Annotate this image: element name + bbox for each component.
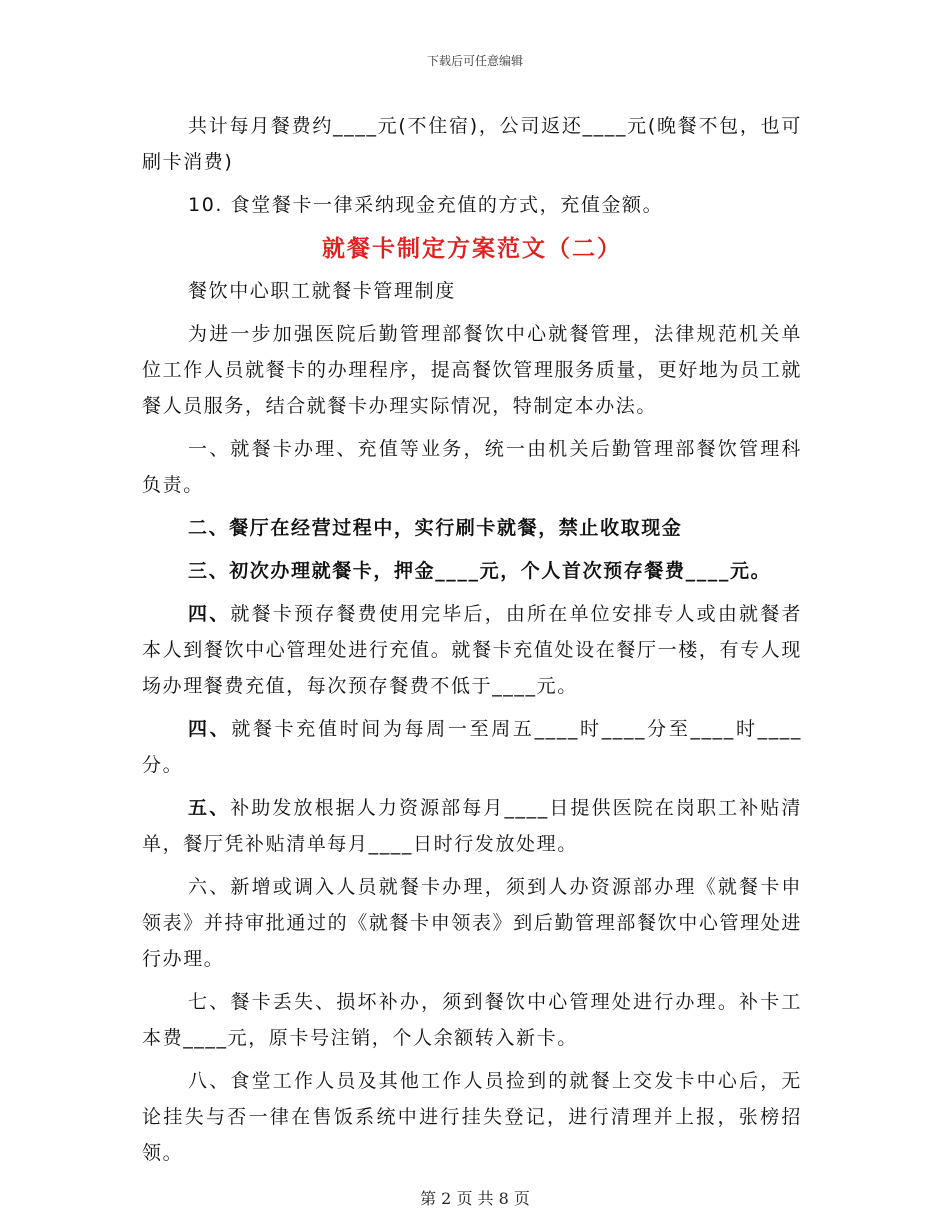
- paragraph-meal-cost: 共计每月餐费约____元(不住宿)，公司返还____元(晚餐不包，也可刷卡消费): [142, 115, 802, 173]
- paragraph-subtitle: 餐饮中心职工就餐卡管理制度: [188, 280, 456, 302]
- clause-text: 就餐卡预存餐费使用完毕后，由所在单位安排专人或由就餐者本人到餐饮中心管理处进行充值。就餐卡充值处设在餐厅一楼，有专人现场办理餐费充值，每次预存餐费不低于____元。: [142, 603, 803, 697]
- clause-text: 补助发放根据人力资源部每月____日提供医院在岗职工补贴清单，餐厅凭补贴清单每月____日时行发放处理。: [142, 797, 803, 855]
- paragraph-clause-7: 七、餐卡丢失、损坏补办，须到餐饮中心管理处进行办理。补卡工本费____元，原卡号注销，个人余额转入新卡。: [142, 991, 802, 1049]
- paragraph-clause-2: 二、餐厅在经营过程中，实行刷卡就餐，禁止收取现金: [188, 517, 683, 539]
- clause-number: 五、: [188, 797, 231, 819]
- page-footer: 第 2 页 共 8 页: [420, 1189, 530, 1208]
- paragraph-clause-1: 一、就餐卡办理、充值等业务，统一由机关后勤管理部餐饮管理科负责。: [142, 438, 802, 496]
- document-body: [142, 108, 802, 1171]
- paragraph-clause-3: 三、初次办理就餐卡，押金____元，个人首次预存餐费____元。: [188, 560, 772, 582]
- paragraph-recharge-method: 10. 食堂餐卡一律采纳现金充值的方式，充值金额。: [188, 194, 664, 216]
- section-title: 就餐卡制定方案范文（二）: [322, 236, 622, 262]
- paragraph-clause-4b: [142, 711, 802, 783]
- paragraph-clause-8: 八、食堂工作人员及其他工作人员捡到的就餐上交发卡中心后，无论挂失与否一律在售饭系统中进行挂失登记，进行清理并上报，张榜招领。: [142, 1070, 802, 1164]
- paragraph-clause-4a: [142, 596, 802, 704]
- clause-text: 就餐卡充值时间为每周一至周五____时____分至____时____分。: [142, 718, 802, 776]
- clause-number: 四、: [188, 603, 231, 625]
- paragraph-intro: 为进一步加强医院后勤管理部餐饮中心就餐管理，法律规范机关单位工作人员就餐卡的办理程序，提高餐饮管理服务质量，更好地为员工就餐人员服务，结合就餐卡办理实际情况，特制定本办法。: [142, 323, 802, 417]
- paragraph-clause-6: 六、新增或调入人员就餐卡办理，须到人办资源部办理《就餐卡申领表》并持审批通过的《就餐卡申领表》到后勤管理部餐饮中心管理处进行办理。: [142, 876, 802, 970]
- page-header: 下载后可任意编辑: [426, 54, 523, 68]
- paragraph-clause-5: [142, 790, 802, 862]
- clause-number: 四、: [188, 718, 232, 740]
